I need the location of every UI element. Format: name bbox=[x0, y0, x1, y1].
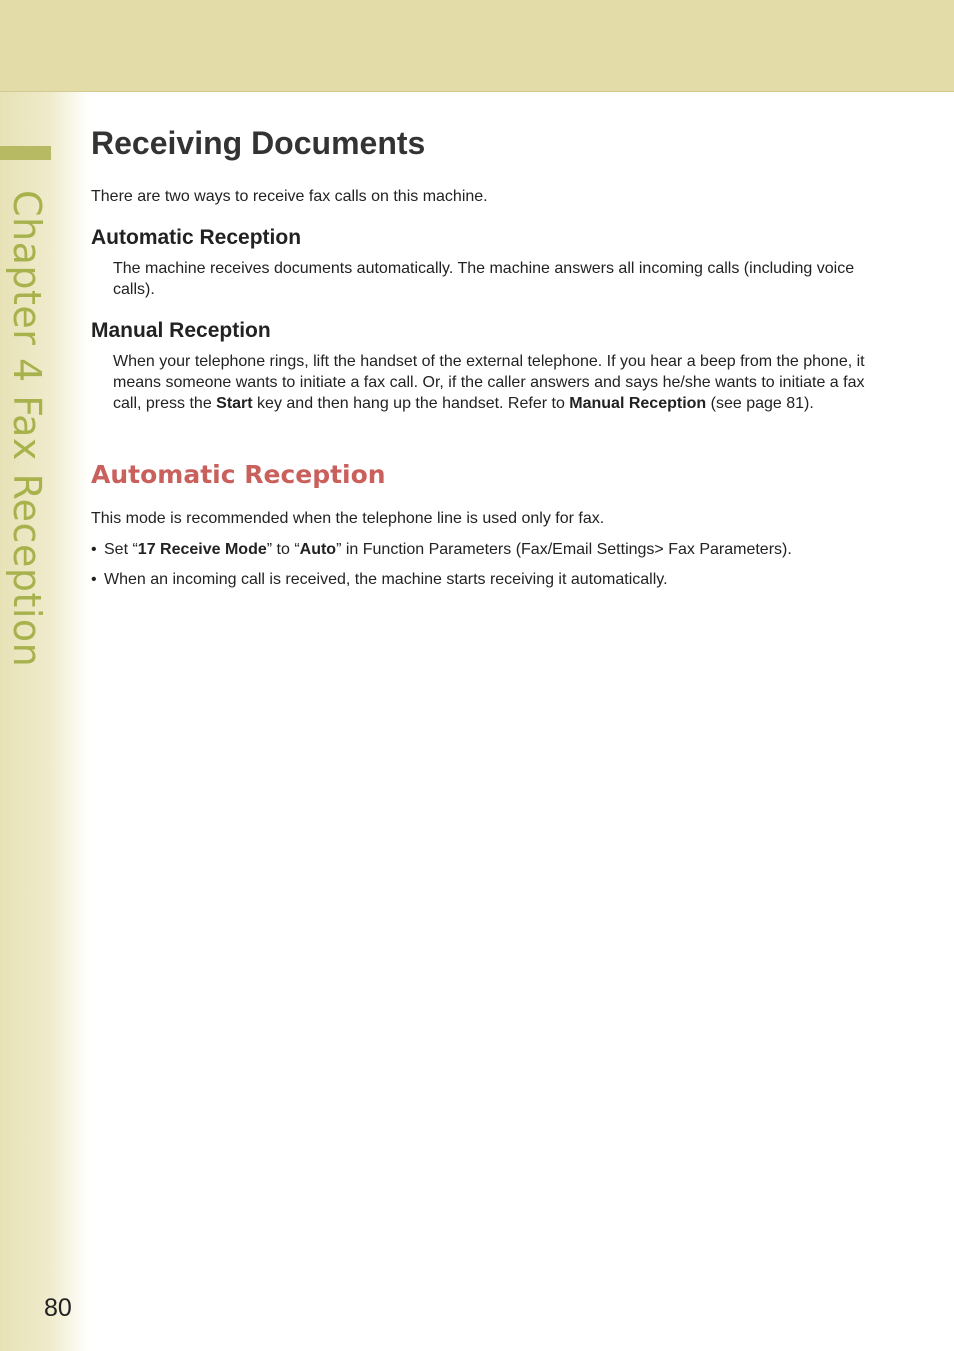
header-band bbox=[0, 0, 954, 92]
automatic-reception-heading: Automatic Reception bbox=[91, 226, 302, 249]
manual-text-part3: (see page 81). bbox=[706, 395, 814, 412]
bullet1-mid: ” to “ bbox=[266, 541, 300, 558]
page-title: Receiving Documents bbox=[91, 125, 426, 161]
automatic-reception-text: The machine receives documents automatically. The machine answers all incoming calls (including voice calls). bbox=[113, 260, 855, 298]
bullet-icon: • bbox=[91, 571, 97, 588]
chapter-tab-label: Chapter 4 Fax Reception bbox=[5, 190, 49, 668]
start-key-label: Start bbox=[216, 395, 253, 412]
manual-reception-heading: Manual Reception bbox=[91, 319, 271, 342]
bullet2-text: When an incoming call is received, the machine starts receiving it automatically. bbox=[104, 571, 668, 588]
bullet-icon: • bbox=[91, 541, 97, 558]
bullet1-pre: Set “ bbox=[104, 541, 138, 558]
chapter-marker bbox=[0, 146, 51, 160]
list-item bbox=[91, 569, 891, 590]
auto-value: Auto bbox=[299, 541, 337, 558]
manual-text-part1: When your telephone rings, lift the handset of the external telephone. If you hear a beep from the phone, it means someone wants to initiate a fax call. Or, if the caller answers and says he/she wants to initiate a fax call, press the bbox=[113, 353, 865, 412]
manual-reception-link[interactable]: Manual Reception bbox=[569, 395, 707, 412]
receive-mode-param: 17 Receive Mode bbox=[137, 541, 267, 558]
auto-section-heading: Automatic Reception bbox=[91, 460, 386, 489]
list-item bbox=[91, 539, 891, 560]
manual-text-part2: key and then hang up the handset. Refer to bbox=[252, 395, 570, 412]
bullet1-post: ” in Function Parameters (Fax/Email Settings> Fax Parameters). bbox=[336, 541, 792, 558]
intro-text: There are two ways to receive fax calls on this machine. bbox=[91, 188, 488, 205]
auto-section-intro: This mode is recommended when the telephone line is used only for fax. bbox=[91, 510, 605, 527]
page-number: 80 bbox=[44, 1294, 72, 1322]
manual-reception-text bbox=[113, 351, 885, 414]
